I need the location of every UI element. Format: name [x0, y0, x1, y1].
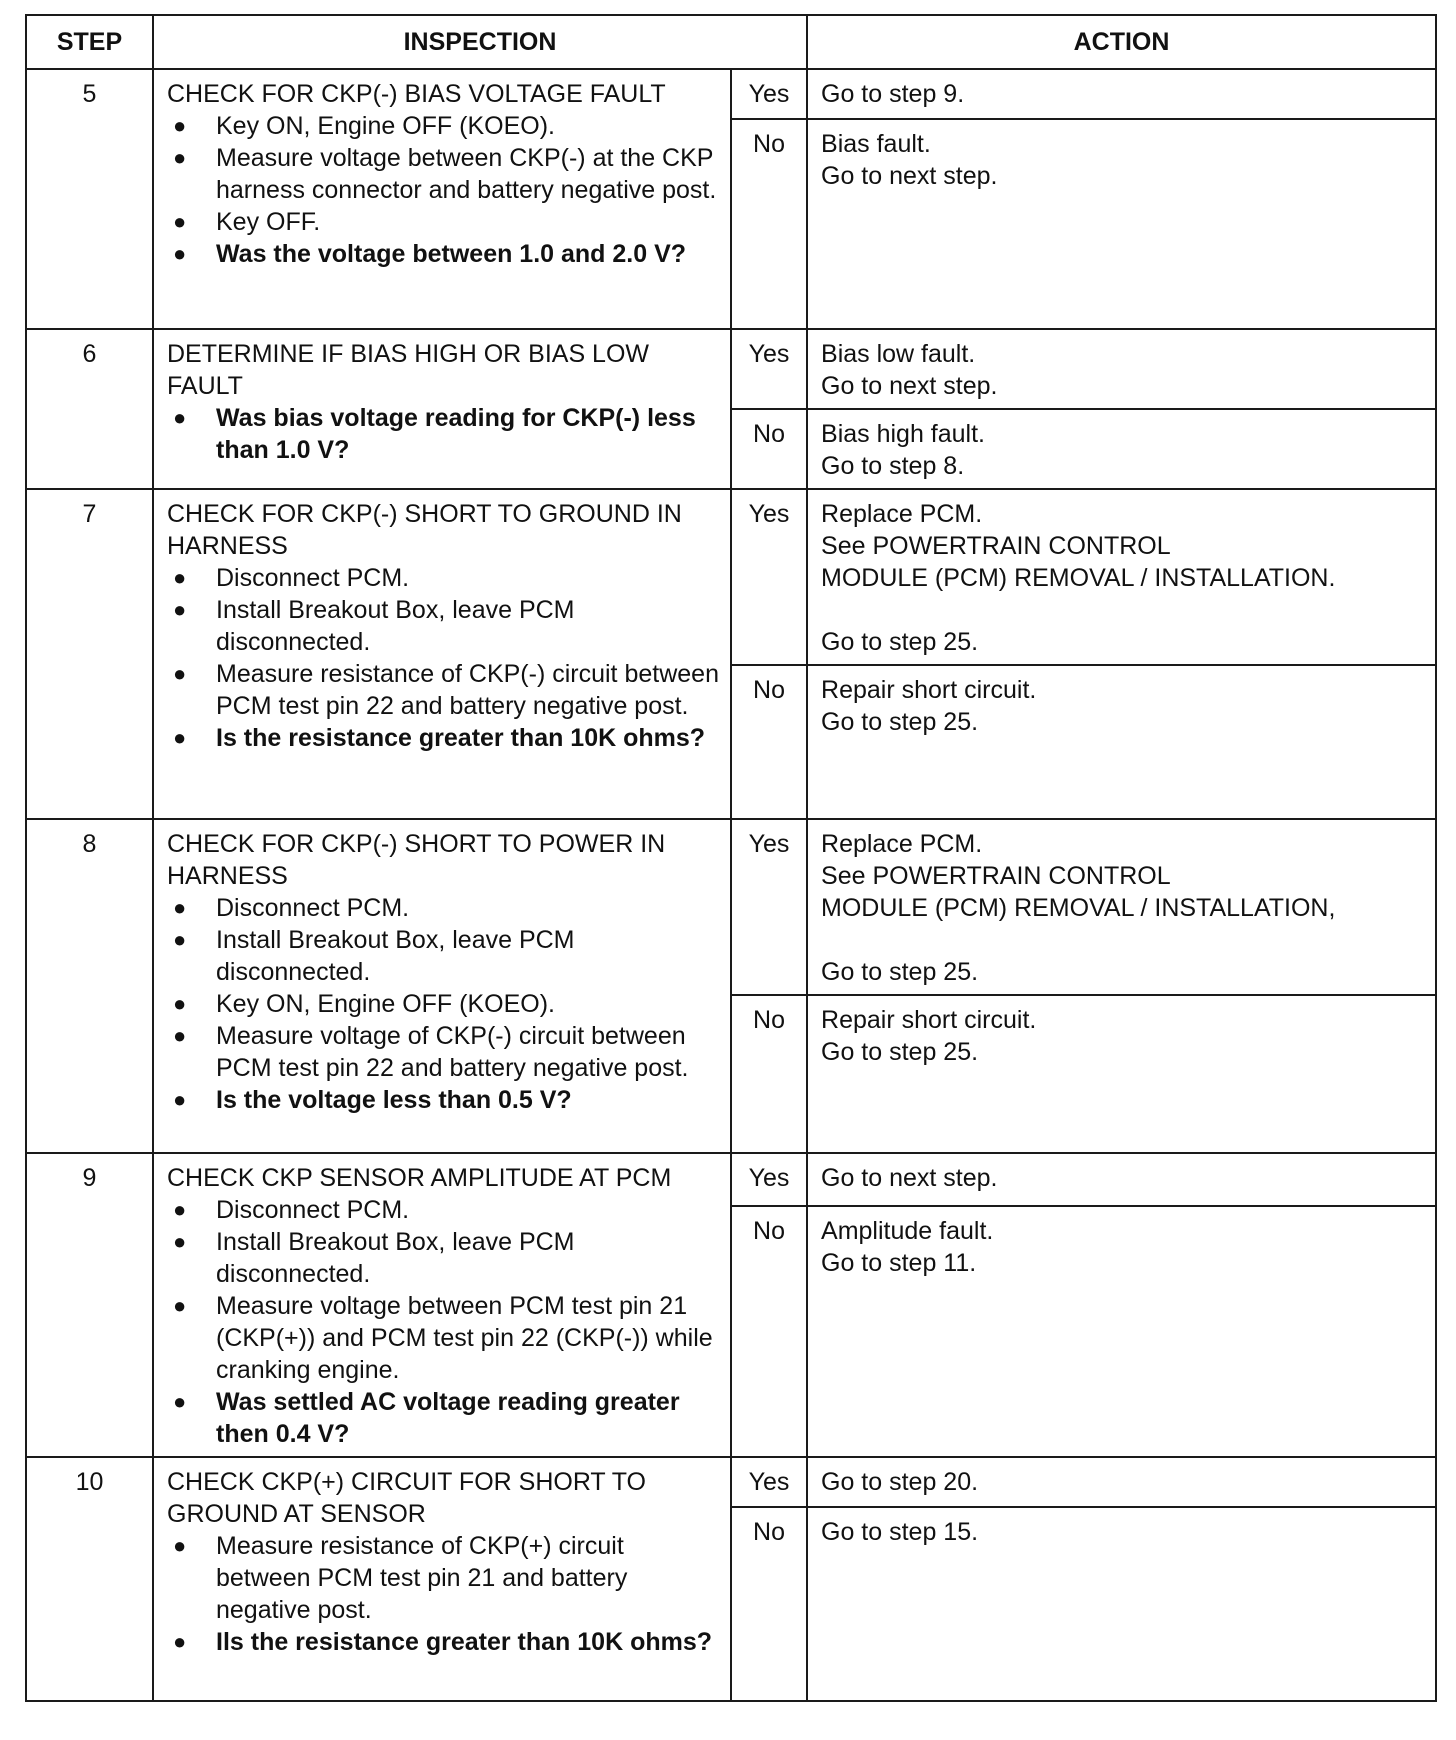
inspection-title: CHECK FOR CKP(-) SHORT TO POWER IN HARNESS [167, 830, 666, 890]
step-number: 8 [26, 819, 153, 1153]
step-row [26, 1153, 1436, 1206]
action-line: Bias fault. [821, 130, 931, 158]
inspection-list [167, 402, 722, 466]
bullet-icon: ● [173, 405, 187, 430]
action-line [821, 924, 1427, 956]
step-row [26, 329, 1436, 409]
inspection-list [167, 110, 722, 270]
yes-action [807, 1457, 1436, 1507]
bullet-icon: ● [173, 1023, 187, 1048]
bullet-text: Measure voltage between PCM test pin 21 (CKP(+)) and PCM test pin 22 (CKP(-)) while cranking engine. [216, 1292, 713, 1384]
inspection-cell [153, 329, 731, 489]
yes-label: Yes [731, 329, 807, 409]
step-number: 10 [26, 1457, 153, 1701]
action-line: Bias low fault. [821, 340, 976, 368]
action-line: Amplitude fault. [821, 1216, 994, 1245]
no-label: No [731, 665, 807, 819]
bullet-text: Measure voltage between CKP(-) at the CKP harness connector and battery negative post. [216, 144, 717, 204]
inspection-title: DETERMINE IF BIAS HIGH OR BIAS LOW FAULT [167, 340, 650, 400]
bullet-text: Disconnect PCM. [216, 894, 410, 922]
inspection-bullet [167, 110, 722, 142]
question-text: Was the voltage between 1.0 and 2.0 V? [216, 240, 687, 268]
bullet-text: Install Breakout Box, leave PCM disconnected. [216, 926, 575, 986]
bullet-text: Key ON, Engine OFF (KOEO). [216, 990, 555, 1018]
yes-label: Yes [731, 1457, 807, 1507]
inspection-bullet [167, 142, 722, 206]
action-line: Go to next step. [821, 372, 998, 400]
bullet-icon: ● [173, 661, 187, 686]
bullet-text: Disconnect PCM. [216, 564, 410, 592]
step-number: 7 [26, 489, 153, 819]
inspection-bullet [167, 594, 722, 658]
bullet-icon: ● [173, 1087, 187, 1112]
bullet-icon: ● [173, 1229, 187, 1254]
yes-label: Yes [731, 69, 807, 119]
bullet-icon: ● [173, 209, 187, 234]
inspection-cell [153, 1457, 731, 1701]
bullet-icon: ● [173, 1293, 187, 1318]
bullet-text: Disconnect PCM. [216, 1196, 410, 1224]
inspection-cell [153, 489, 731, 819]
bullet-icon: ● [173, 597, 187, 622]
step-number: 5 [26, 69, 153, 329]
action-line: Go to step 9. [821, 80, 965, 108]
no-action [807, 119, 1436, 329]
inspection-bullet [167, 924, 722, 988]
inspection-list [167, 1530, 722, 1658]
no-label: No [731, 409, 807, 489]
bullet-icon: ● [173, 113, 187, 138]
inspection-bullet [167, 562, 722, 594]
inspection-bullet [167, 892, 722, 924]
question-text: Was bias voltage reading for CKP(-) less than 1.0 V? [216, 404, 696, 464]
bullet-icon: ● [173, 1533, 187, 1558]
step-row [26, 819, 1436, 995]
no-action [807, 1507, 1436, 1701]
question-text: Is the resistance greater than 10K ohms? [216, 724, 706, 752]
action-line [821, 594, 1427, 626]
bullet-icon: ● [173, 241, 187, 266]
inspection-cell [153, 1153, 731, 1457]
inspection-question [167, 238, 722, 270]
question-text: Ils the resistance greater than 10K ohms? [216, 1628, 713, 1656]
bullet-text: Measure voltage of CKP(-) circuit between PCM test pin 22 and battery negative post. [216, 1022, 689, 1082]
no-action [807, 1206, 1436, 1457]
no-label: No [731, 1206, 807, 1457]
no-label: No [731, 1507, 807, 1701]
inspection-list [167, 892, 722, 1116]
bullet-text: Key OFF. [216, 208, 321, 236]
diagnostic-table [25, 14, 1437, 1702]
no-label: No [731, 995, 807, 1153]
bullet-icon: ● [173, 565, 187, 590]
bullet-text: Install Breakout Box, leave PCM disconnected. [216, 1228, 575, 1288]
inspection-list [167, 562, 722, 754]
inspection-bullet [167, 988, 722, 1020]
step-number: 9 [26, 1153, 153, 1457]
bullet-icon: ● [173, 725, 187, 750]
action-line: Go to step 25. [821, 708, 979, 736]
bullet-icon: ● [173, 991, 187, 1016]
action-line: Go to step 20. [821, 1468, 979, 1496]
inspection-bullet [167, 658, 722, 722]
yes-action [807, 819, 1436, 995]
step-row [26, 1457, 1436, 1507]
bullet-text: Measure resistance of CKP(+) circuit between PCM test pin 21 and battery negative post. [216, 1532, 628, 1624]
bullet-text: Install Breakout Box, leave PCM disconnected. [216, 596, 575, 656]
step-row [26, 69, 1436, 119]
inspection-question [167, 1626, 722, 1658]
action-line: MODULE (PCM) REMOVAL / INSTALLATION. [821, 564, 1336, 592]
inspection-bullet [167, 1290, 722, 1386]
action-line: Go to step 11. [821, 1248, 977, 1277]
action-line: Repair short circuit. [821, 676, 1037, 704]
inspection-bullet [167, 1020, 722, 1084]
action-line: See POWERTRAIN CONTROL [821, 532, 1171, 560]
yes-action [807, 489, 1436, 665]
inspection-question [167, 402, 722, 466]
inspection-title: CHECK CKP(+) CIRCUIT FOR SHORT TO GROUND AT SENSOR [167, 1468, 647, 1528]
action-line: Go to next step. [821, 1164, 998, 1192]
action-line: Go to step 25. [821, 628, 979, 656]
no-action [807, 995, 1436, 1153]
action-line: Go to step 25. [821, 1038, 979, 1066]
action-line: Bias high fault. [821, 420, 986, 448]
action-line: See POWERTRAIN CONTROL [821, 862, 1171, 890]
yes-action [807, 69, 1436, 119]
inspection-bullet [167, 1226, 722, 1290]
inspection-bullet [167, 1194, 722, 1226]
action-line: MODULE (PCM) REMOVAL / INSTALLATION, [821, 894, 1336, 922]
header-step: STEP [26, 15, 153, 69]
yes-label: Yes [731, 819, 807, 995]
action-line: Repair short circuit. [821, 1006, 1037, 1034]
no-action [807, 409, 1436, 489]
no-label: No [731, 119, 807, 329]
header-action: ACTION [807, 15, 1436, 69]
header-row [26, 15, 1436, 69]
bullet-icon: ● [173, 1197, 187, 1222]
inspection-list [167, 1194, 722, 1450]
inspection-bullet [167, 206, 722, 238]
action-line: Replace PCM. [821, 500, 983, 528]
yes-label: Yes [731, 489, 807, 665]
bullet-icon: ● [173, 1389, 187, 1414]
header-inspection: INSPECTION [153, 15, 807, 69]
bullet-icon: ● [173, 145, 187, 170]
no-action [807, 665, 1436, 819]
action-line: Go to step 15. [821, 1518, 979, 1546]
action-line: Replace PCM. [821, 830, 983, 858]
yes-label: Yes [731, 1153, 807, 1206]
inspection-title: CHECK FOR CKP(-) BIAS VOLTAGE FAULT [167, 80, 666, 108]
inspection-cell [153, 69, 731, 329]
bullet-icon: ● [173, 1629, 187, 1654]
question-text: Is the voltage less than 0.5 V? [216, 1086, 572, 1114]
bullet-text: Measure resistance of CKP(-) circuit between PCM test pin 22 and battery negative post. [216, 660, 719, 720]
inspection-bullet [167, 1530, 722, 1626]
inspection-cell [153, 819, 731, 1153]
step-row [26, 489, 1436, 665]
yes-action [807, 1153, 1436, 1206]
inspection-title: CHECK FOR CKP(-) SHORT TO GROUND IN HARNESS [167, 500, 682, 560]
bullet-icon: ● [173, 927, 187, 952]
action-line: Go to step 25. [821, 958, 979, 986]
question-text: Was settled AC voltage reading greater then 0.4 V? [216, 1388, 680, 1448]
bullet-text: Key ON, Engine OFF (KOEO). [216, 112, 555, 140]
inspection-question [167, 1386, 722, 1450]
inspection-question [167, 1084, 722, 1116]
yes-action [807, 329, 1436, 409]
action-line: Go to next step. [821, 162, 998, 190]
action-line: Go to step 8. [821, 452, 965, 480]
inspection-question [167, 722, 722, 754]
bullet-icon: ● [173, 895, 187, 920]
inspection-title: CHECK CKP SENSOR AMPLITUDE AT PCM [167, 1164, 672, 1192]
step-number: 6 [26, 329, 153, 489]
